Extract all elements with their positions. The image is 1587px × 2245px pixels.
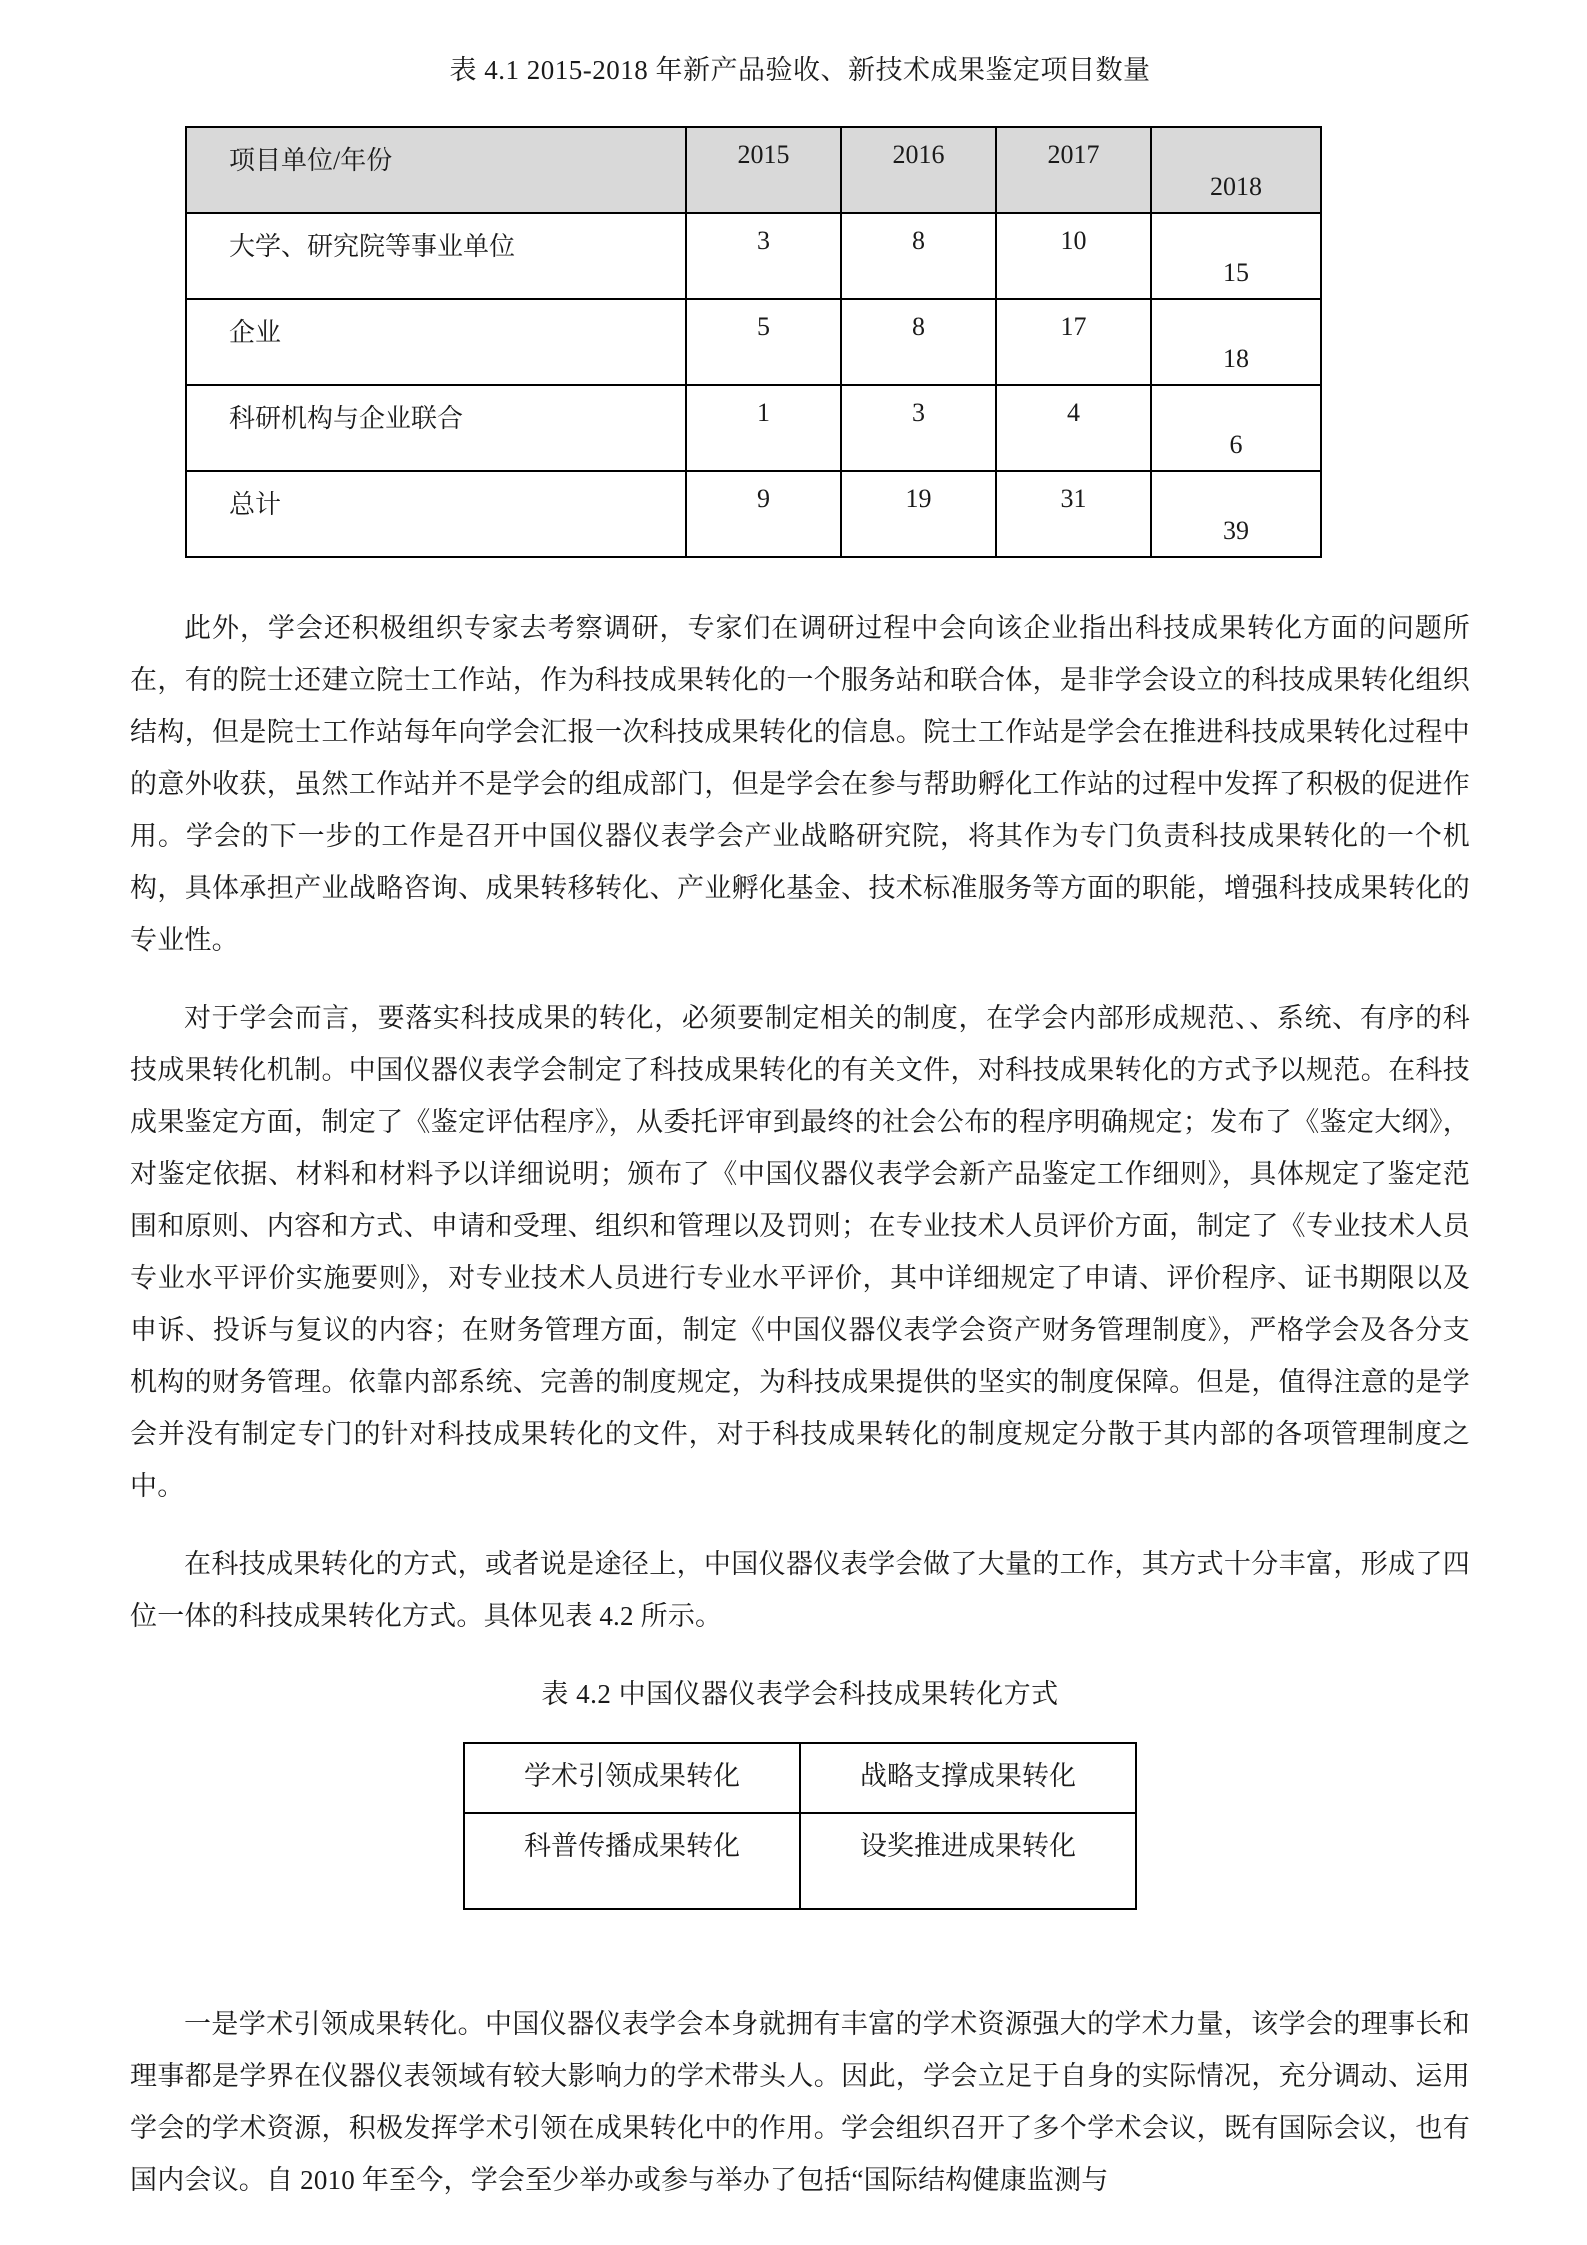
table-42-caption: 表 4.2 中国仪器仪表学会科技成果转化方式 bbox=[541, 1678, 1059, 1709]
spacer bbox=[130, 1512, 1470, 1538]
cell-award-promotion: 设奖推进成果转化 bbox=[800, 1813, 1136, 1909]
table-41-caption: 表 4.1 2015-2018 年新产品验收、新技术成果鉴定项目数量 bbox=[449, 55, 1151, 85]
cell-2018: 18 bbox=[1151, 299, 1321, 385]
header-year-2018: 2018 bbox=[1151, 127, 1321, 213]
cell-2018: 39 bbox=[1151, 471, 1321, 557]
spacer bbox=[130, 1954, 1470, 1998]
page-content bbox=[130, 0, 1470, 2206]
table-row bbox=[186, 299, 1321, 385]
table-row bbox=[186, 213, 1321, 299]
table-row bbox=[186, 385, 1321, 471]
row-label: 企业 bbox=[186, 299, 686, 385]
table-41-body bbox=[186, 213, 1321, 557]
table-row bbox=[464, 1813, 1136, 1909]
paragraph-4: 一是学术引领成果转化。中国仪器仪表学会本身就拥有丰富的学术资源强大的学术力量，该学会的理事长和理事都是学界在仪器仪表领域有较大影响力的学术带头人。因此，学会立足于自身的实际情况，充分调动、运用学会的学术资源，积极发挥学术引领在成果转化中的作用。学会组织召开了多个学术会议，既有国际会议，也有国内会议。自 2010 年至今，学会至少举办或参与举办了包括“国际结构健康监测与 bbox=[130, 2008, 1470, 2195]
paragraph-3: 在科技成果转化的方式，或者说是途径上，中国仪器仪表学会做了大量的工作，其方式十分丰富，形成了四位一体的科技成果转化方式。具体见表 4.2 所示。 bbox=[130, 1548, 1470, 1631]
table-row bbox=[464, 1743, 1136, 1813]
table-41-head bbox=[186, 127, 1321, 213]
table-42-container bbox=[130, 1742, 1470, 1910]
cell-2017: 4 bbox=[996, 385, 1151, 471]
cell-2015: 3 bbox=[686, 213, 841, 299]
header-year-2017: 2017 bbox=[996, 127, 1151, 213]
cell-2016: 19 bbox=[841, 471, 996, 557]
cell-2017: 10 bbox=[996, 213, 1151, 299]
spacer bbox=[130, 966, 1470, 992]
header-year-2016: 2016 bbox=[841, 127, 996, 213]
cell-science-popularization: 科普传播成果转化 bbox=[464, 1813, 800, 1909]
cell-2018: 6 bbox=[1151, 385, 1321, 471]
cell-2017: 17 bbox=[996, 299, 1151, 385]
table-row bbox=[186, 471, 1321, 557]
row-label: 科研机构与企业联合 bbox=[186, 385, 686, 471]
cell-2015: 9 bbox=[686, 471, 841, 557]
cell-2015: 5 bbox=[686, 299, 841, 385]
cell-2016: 8 bbox=[841, 213, 996, 299]
row-label: 大学、研究院等事业单位 bbox=[186, 213, 686, 299]
cell-2017: 31 bbox=[996, 471, 1151, 557]
row-label: 总计 bbox=[186, 471, 686, 557]
table-header-row bbox=[186, 127, 1321, 213]
cell-2016: 3 bbox=[841, 385, 996, 471]
spacer bbox=[130, 1642, 1470, 1668]
header-row-label: 项目单位/年份 bbox=[186, 127, 686, 213]
spacer bbox=[130, 1910, 1470, 1954]
paragraph-2: 对于学会而言，要落实科技成果的转化，必须要制定相关的制度，在学会内部形成规范、、系统、有序的科技成果转化机制。中国仪器仪表学会制定了科技成果转化的有关文件，对科技成果转化的方式予以规范。在科技成果鉴定方面，制定了《鉴定评估程序》，从委托评审到最终的社会公布的程序明确规定；发布了《鉴定大纲》，对鉴定依据、材料和材料予以详细说明；颁布了《中国仪器仪表学会新产品鉴定工作细则》，具体规定了鉴定范围和原则、内容和方式、申请和受理、组织和管理以及罚则；在专业技术人员评价方面，制定了《专业技术人员专业水平评价实施要则》，对专业技术人员进行专业水平评价，其中详细规定了申请、评价程序、证书期限以及申诉、投诉与复议的内容；在财务管理方面，制定《中国仪器仪表学会资产财务管理制度》，严格学会及各分支机构的财务管理。依靠内部系统、完善的制度规定，为科技成果提供的坚实的制度保障。但是，值得注意的是学会并没有制定专门的针对科技成果转化的文件，对于科技成果转化的制度规定分散于其内部的各项管理制度之中。 bbox=[130, 1002, 1470, 1501]
cell-strategic-support: 战略支撑成果转化 bbox=[800, 1743, 1136, 1813]
cell-2016: 8 bbox=[841, 299, 996, 385]
cell-2018: 15 bbox=[1151, 213, 1321, 299]
table-42 bbox=[463, 1742, 1137, 1910]
cell-2015: 1 bbox=[686, 385, 841, 471]
header-year-2015: 2015 bbox=[686, 127, 841, 213]
paragraph-1: 此外，学会还积极组织专家去考察调研，专家们在调研过程中会向该企业指出科技成果转化方面的问题所在，有的院士还建立院士工作站，作为科技成果转化的一个服务站和联合体，是非学会设立的科技成果转化组织结构，但是院士工作站每年向学会汇报一次科技成果转化的信息。院士工作站是学会在推进科技成果转化过程中的意外收获，虽然工作站并不是学会的组成部门，但是学会在参与帮助孵化工作站的过程中发挥了积极的促进作用。学会的下一步的工作是召开中国仪器仪表学会产业战略研究院，将其作为专门负责科技成果转化的一个机构，具体承担产业战略咨询、成果转移转化、产业孵化基金、技术标准服务等方面的职能，增强科技成果转化的专业性。 bbox=[130, 612, 1470, 955]
spacer bbox=[130, 558, 1470, 602]
table-41 bbox=[185, 126, 1322, 558]
cell-academic-leading: 学术引领成果转化 bbox=[464, 1743, 800, 1813]
table-41-container bbox=[130, 126, 1470, 558]
